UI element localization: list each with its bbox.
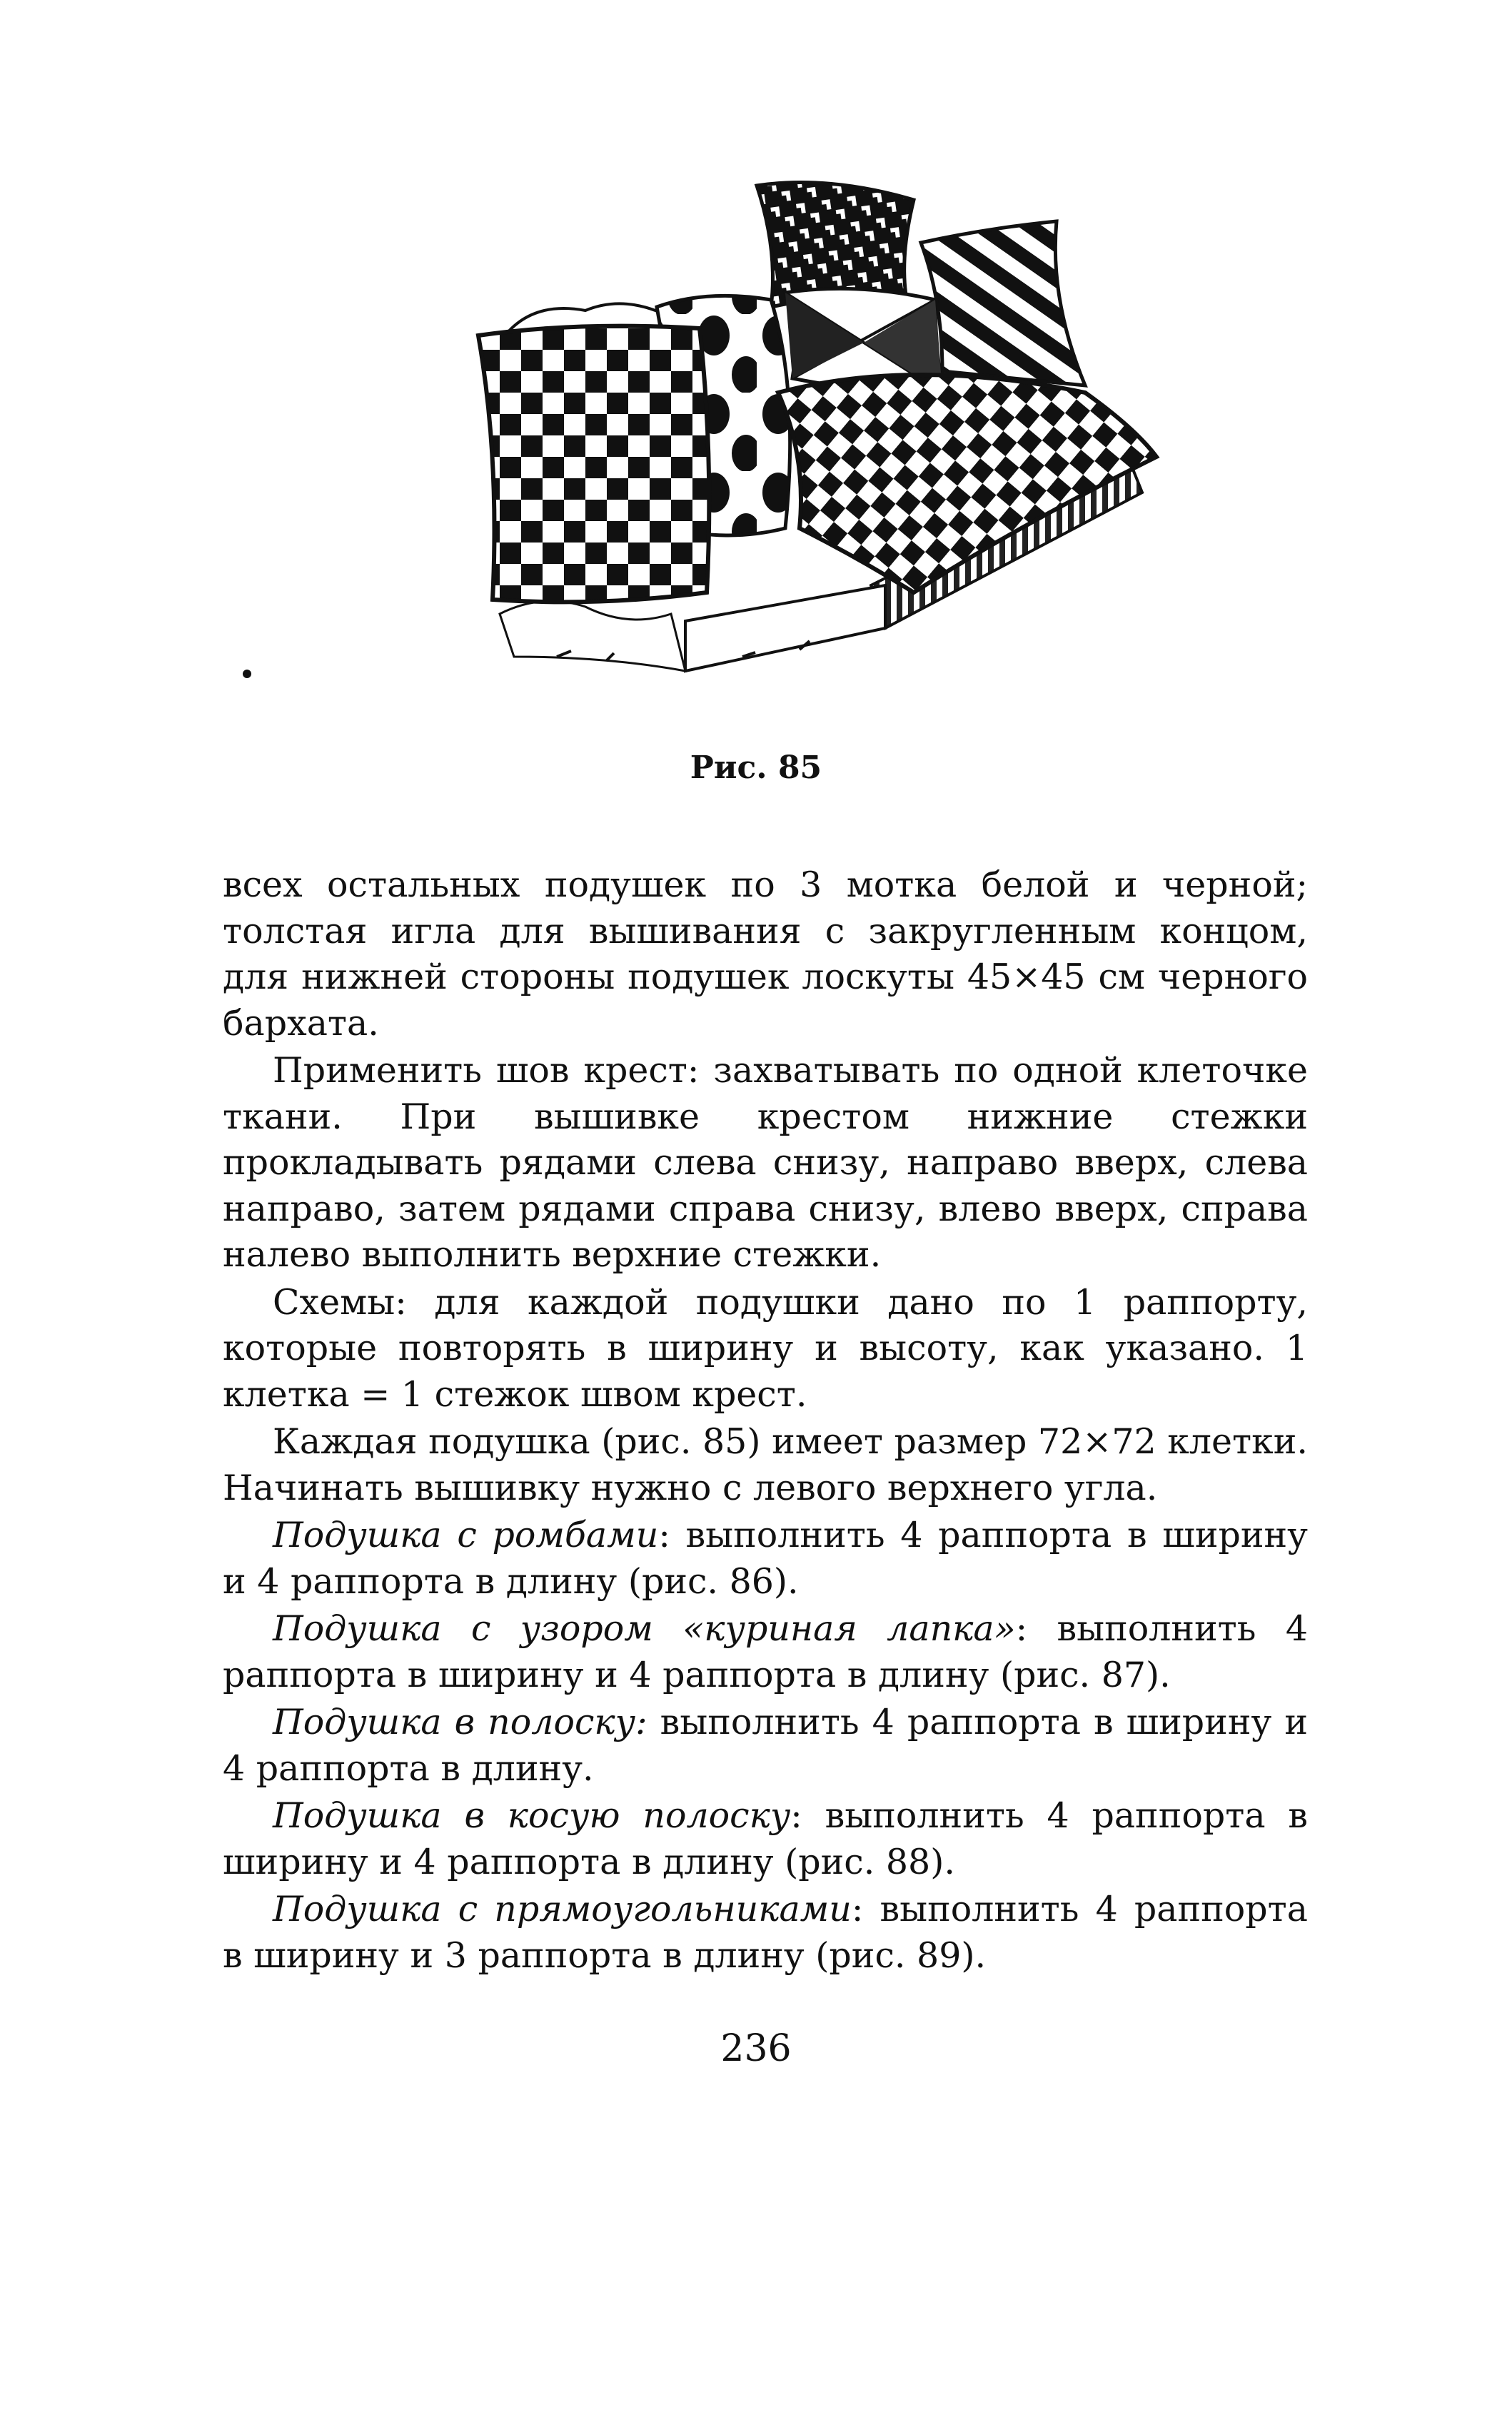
paragraph xyxy=(223,1280,1308,1418)
paragraph xyxy=(223,1048,1308,1278)
paragraph-text: Схемы: для каждой подушки дано по 1 раппорту, которые повторять в ширину и высоту, как указано. 1 клетка = 1 стежок швом крест. xyxy=(223,1281,1308,1415)
paragraph-text: : выполнить 4 раппорта в ширину и 3 раппорта в длину (рис. 89). xyxy=(223,1889,1308,1976)
paragraph-text: Каждая подушка (рис. 85) имеет размер 72×72 клетки. Начинать вышивку нужно с левого верхнего угла. xyxy=(223,1421,1308,1508)
paragraph-text: : выполнить 4 раппорта в ширину и 4 раппорта в длину (рис. 86). xyxy=(223,1515,1309,1602)
figure-caption: Рис. 85 xyxy=(690,750,822,786)
paragraph-lead: Подушка в косую полоску xyxy=(273,1795,791,1836)
body-text xyxy=(223,862,1308,1980)
paragraph xyxy=(223,1700,1308,1792)
paragraph xyxy=(223,1887,1308,1979)
pillows-drawing xyxy=(371,157,1171,700)
paragraph-lead: Подушка с узором «куриная лапка» xyxy=(273,1608,1016,1649)
stray-dot xyxy=(243,670,251,678)
paragraph xyxy=(223,1419,1308,1511)
paragraph-text: выполнить 4 раппорта в ширину и 4 раппорта в длину. xyxy=(223,1702,1308,1789)
paragraph-text: всех остальных подушек по 3 мотка белой и черной; толстая игла для вышивания с закругленным концом, для нижней стороны подушек лоскуты 45×45 см черного бархата. xyxy=(223,864,1308,1044)
paragraph-text: : выполнить 4 раппорта в ширину и 4 раппорта в длину (рис. 87). xyxy=(223,1608,1309,1695)
paragraph-text: Применить шов крест: захватывать по одной клеточке ткани. При вышивке крестом нижние стежки прокладывать рядами слева снизу, направо вверх, слева направо, затем рядами справа снизу, влево вверх, справа налево выполнить верхние стежки. xyxy=(223,1050,1308,1275)
paragraph-lead: Подушка с прямоугольниками xyxy=(273,1889,852,1929)
paragraph xyxy=(223,1513,1308,1605)
paragraph xyxy=(223,1793,1308,1885)
paragraph xyxy=(223,862,1308,1046)
paragraph-lead: Подушка в полоску: xyxy=(273,1702,647,1742)
paragraph xyxy=(223,1606,1308,1698)
paragraph-text: : выполнить 4 раппорта в ширину и 4 раппорта в длину (рис. 88). xyxy=(223,1795,1308,1882)
page-number: 236 xyxy=(720,2027,792,2070)
paragraph-lead: Подушка с ромбами xyxy=(273,1515,659,1555)
pillows-illustration xyxy=(371,157,1171,700)
